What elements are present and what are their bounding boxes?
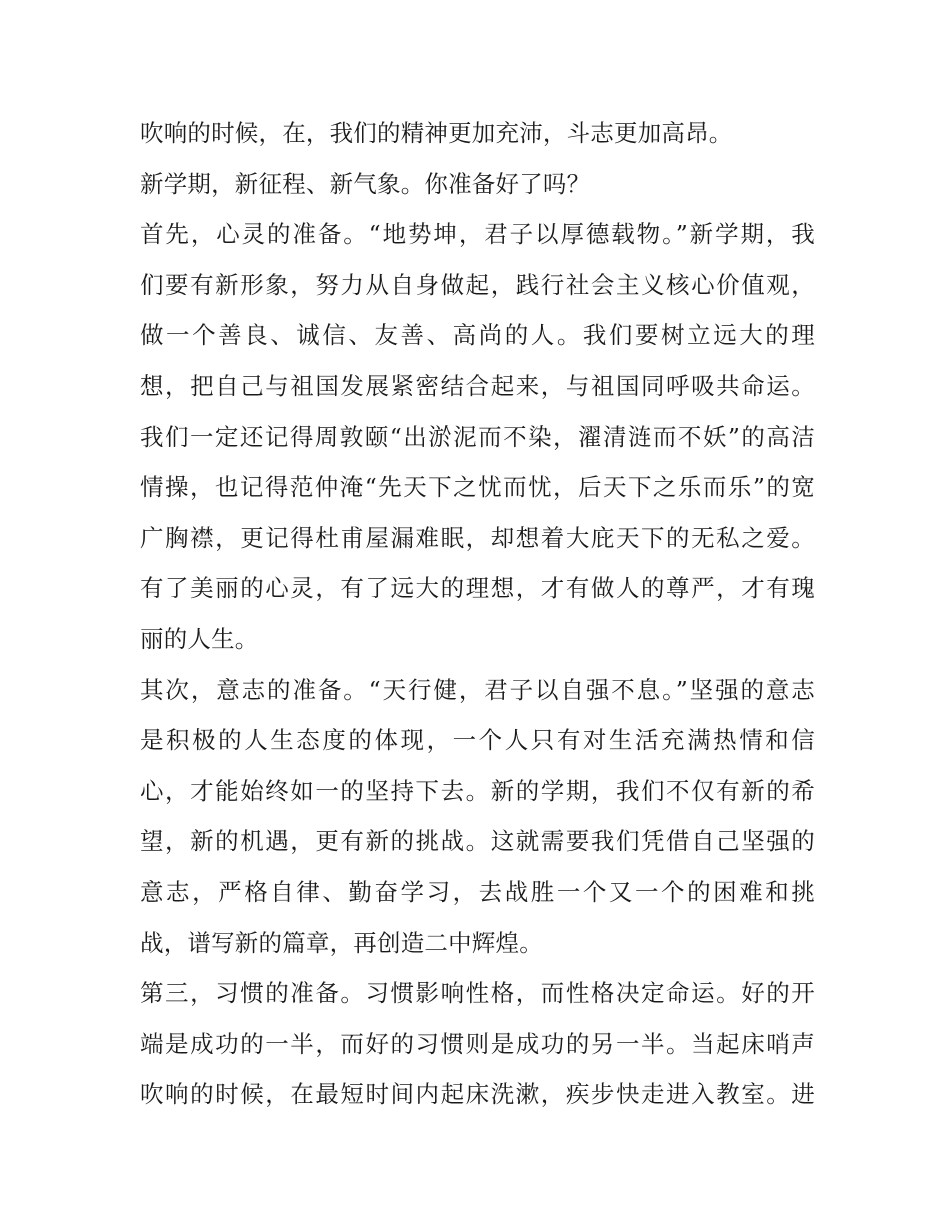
text-line: 其次，意志的准备。“天行健，君子以自强不息。”坚强的意志 [140,675,815,704]
text-line: 吹响的时候，在最短时间内起床洗漱，疾步快走进入教室。进 [140,1080,815,1109]
text-line: 有了美丽的心灵，有了远大的理想，才有做人的尊严，才有瑰 [140,574,815,603]
text-line: 第三，习惯的准备。习惯影响性格，而性格决定命运。好的开 [140,979,815,1008]
body-text [140,108,815,1120]
text-line: 望，新的机遇，更有新的挑战。这就需要我们凭借自己坚强的 [140,827,815,856]
text-line: 吹响的时候，在，我们的精神更加充沛，斗志更加高昂。 [140,119,733,147]
text-line: 情操，也记得范仲淹“先天下之忧而忧，后天下之乐而乐”的宽 [140,473,815,502]
text-line: 端是成功的一半，而好的习惯则是成功的另一半。当起床哨声 [140,1029,815,1058]
text-line: 战，谱写新的篇章，再创造二中辉煌。 [140,928,543,957]
text-line: 做一个善良、诚信、友善、高尚的人。我们要树立远大的理 [140,321,815,350]
text-line: 意志，严格自律、勤奋学习，去战胜一个又一个的困难和挑 [140,877,815,906]
text-line: 我们一定还记得周敦颐“出淤泥而不染，濯清涟而不妖”的高洁 [140,422,815,451]
text-line: 心，才能始终如一的坚持下去。新的学期，我们不仅有新的希 [140,776,815,805]
text-line: 丽的人生。 [140,624,259,653]
text-line: 想，把自己与祖国发展紧密结合起来，与祖国同呼吸共命运。 [140,371,815,400]
text-line: 广胸襟，更记得杜甫屋漏难眠，却想着大庇天下的无私之爱。 [140,523,815,552]
text-line: 新学期，新征程、新气象。你准备好了吗？ [140,169,591,198]
text-line: 们要有新形象，努力从自身做起，践行社会主义核心价值观， [140,270,815,299]
text-line: 首先，心灵的准备。“地势坤，君子以厚德载物。”新学期，我 [140,220,815,249]
text-line: 是积极的人生态度的体现，一个人只有对生活充满热情和信 [140,726,815,755]
